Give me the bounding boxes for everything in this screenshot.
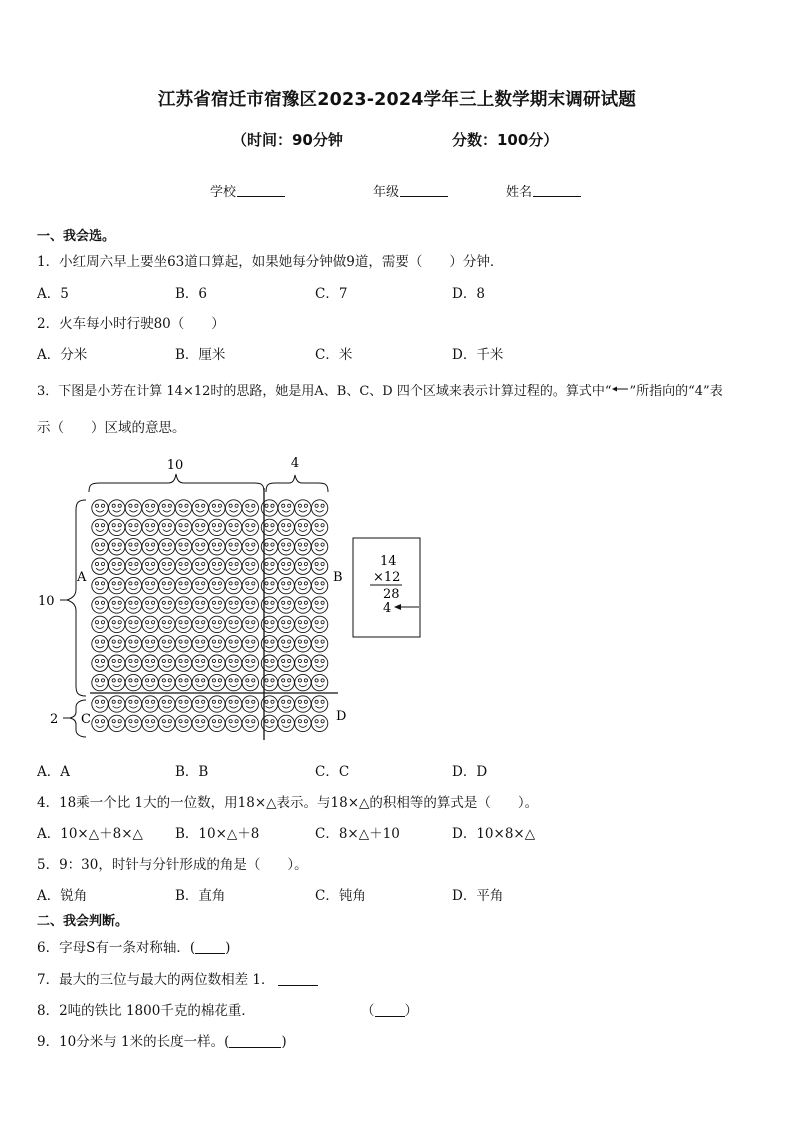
q2-option-d: D．千米: [452, 347, 504, 363]
question-1: 1．小红周六早上要坐63道口算起，如果她每分钟做9道，需要（ ）分钟．: [37, 254, 504, 270]
smiley-face-icon: [242, 636, 258, 652]
smiley-face-icon: [225, 655, 241, 671]
smiley-face-icon: [192, 500, 208, 516]
smiley-face-icon: [242, 696, 258, 712]
smiley-face-icon: [225, 577, 241, 593]
section-heading-choice: 一、我会选。: [37, 229, 116, 244]
smiley-face-icon: [142, 597, 158, 613]
question-6: 6．字母S有一条对称轴．( ): [37, 940, 231, 956]
name-field: 姓名: [506, 181, 581, 200]
smiley-face-icon: [242, 577, 258, 593]
question-2: 2．火车每小时行驶80（ ）: [37, 316, 225, 332]
smiley-face-icon: [159, 715, 175, 731]
smiley-face-icon: [125, 500, 141, 516]
smiley-face-icon: [175, 539, 191, 555]
region-label-a: A: [77, 570, 87, 585]
q4-option-d: D．10×8×△: [452, 826, 536, 842]
smiley-face-icon: [175, 655, 191, 671]
smiley-face-icon: [125, 616, 141, 632]
smiley-face-icon: [311, 577, 327, 593]
brace-left-top: [67, 500, 86, 696]
smiley-face-icon: [242, 674, 258, 690]
q3-option-c: C．C: [315, 764, 350, 780]
smiley-face-icon: [175, 558, 191, 574]
smiley-face-icon: [109, 500, 125, 516]
smiley-face-icon: [175, 500, 191, 516]
smiley-face-icon: [125, 655, 141, 671]
smiley-face-icon: [278, 655, 294, 671]
smiley-face-icon: [192, 715, 208, 731]
smiley-face-icon: [295, 519, 311, 535]
answer-blank-8[interactable]: [375, 1003, 405, 1017]
smiley-face-icon: [175, 636, 191, 652]
smiley-face-icon: [242, 597, 258, 613]
section-heading-judge: 二、我会判断。: [37, 914, 129, 929]
smiley-face-icon: [311, 715, 327, 731]
smiley-face-icon: [142, 655, 158, 671]
q1-option-c: C．7: [315, 286, 348, 302]
smiley-face-icon: [142, 500, 158, 516]
smiley-face-icon: [209, 655, 225, 671]
smiley-face-icon: [242, 616, 258, 632]
smiley-face-icon: [225, 597, 241, 613]
time-label: （时间：90分钟: [232, 131, 343, 149]
smiley-face-icon: [92, 500, 108, 516]
smiley-face-icon: [225, 696, 241, 712]
score-label: 分数：100分）: [452, 131, 559, 149]
question-8: 8．2吨的铁比 1800千克的棉花重．: [37, 1003, 255, 1019]
smiley-face-icon: [209, 577, 225, 593]
smiley-face-icon: [242, 715, 258, 731]
calc-line-3: 28: [383, 587, 400, 602]
smiley-face-icon: [295, 500, 311, 516]
smiley-face-icon: [192, 636, 208, 652]
answer-blank-9[interactable]: [229, 1034, 281, 1048]
smiley-face-icon: [209, 715, 225, 731]
smiley-face-icon: [92, 519, 108, 535]
question-9: 9．10分米与 1米的长度一样。( ): [37, 1034, 287, 1050]
smiley-face-icon: [225, 616, 241, 632]
smiley-face-icon: [92, 696, 108, 712]
smiley-face-icon: [225, 519, 241, 535]
smiley-face-icon: [109, 616, 125, 632]
smiley-face-icon: [125, 558, 141, 574]
smiley-face-icon: [159, 500, 175, 516]
smiley-face-icon: [92, 577, 108, 593]
smiley-face-icon: [278, 577, 294, 593]
smiley-face-icon: [109, 558, 125, 574]
smiley-face-icon: [242, 558, 258, 574]
smiley-face-icon: [295, 636, 311, 652]
smiley-face-icon: [209, 616, 225, 632]
brace-top-right: [266, 475, 328, 492]
smiley-face-icon: [225, 674, 241, 690]
smiley-face-icon: [159, 539, 175, 555]
smiley-face-icon: [125, 539, 141, 555]
smiley-face-icon: [159, 577, 175, 593]
smiley-face-icon: [192, 577, 208, 593]
smiley-face-icon: [278, 558, 294, 574]
smiley-face-icon: [192, 655, 208, 671]
smiley-face-icon: [311, 558, 327, 574]
smiley-face-icon: [278, 636, 294, 652]
smiley-face-icon: [225, 715, 241, 731]
smiley-face-icon: [125, 597, 141, 613]
smiley-face-icon: [109, 577, 125, 593]
smiley-face-icon: [225, 636, 241, 652]
smiley-face-icon: [209, 696, 225, 712]
calc-line-4: 4: [383, 601, 392, 616]
answer-paren-8[interactable]: （ ）: [361, 1003, 418, 1019]
smiley-face-icon: [242, 500, 258, 516]
smiley-face-icon: [295, 696, 311, 712]
smiley-face-icon: [209, 558, 225, 574]
smiley-face-icon: [311, 636, 327, 652]
smiley-face-icon: [192, 519, 208, 535]
smiley-face-icon: [225, 558, 241, 574]
smiley-face-icon: [175, 674, 191, 690]
question-5: 5．9：30，时针与分针形成的角是（ ）。: [37, 857, 308, 873]
smiley-face-icon: [125, 636, 141, 652]
smiley-face-icon: [192, 597, 208, 613]
smiley-face-icon: [295, 558, 311, 574]
brace-top-left: [89, 474, 264, 492]
smiley-face-icon: [192, 539, 208, 555]
smiley-face-icon: [278, 500, 294, 516]
smiley-face-icon: [92, 674, 108, 690]
school-field: 学校: [210, 181, 285, 200]
smiley-face-icon: [142, 519, 158, 535]
smiley-face-icon: [142, 577, 158, 593]
smiley-face-icon: [92, 655, 108, 671]
q2-option-b: B．厘米: [175, 347, 226, 363]
smiley-face-icon: [92, 558, 108, 574]
smiley-face-icon: [295, 616, 311, 632]
calc-arrow-head: [394, 604, 401, 610]
smiley-face-icon: [311, 539, 327, 555]
smiley-face-icon: [125, 577, 141, 593]
multiplication-area-figure: [30, 450, 440, 745]
smiley-face-icon: [209, 636, 225, 652]
calc-line-1: 14: [380, 554, 397, 569]
smiley-face-icon: [92, 636, 108, 652]
smiley-face-icon: [311, 519, 327, 535]
smiley-face-icon: [192, 558, 208, 574]
smiley-face-icon: [109, 519, 125, 535]
smiley-face-icon: [278, 539, 294, 555]
smiley-face-icon: [192, 674, 208, 690]
question-4: 4．18乘一个比 1大的一位数，用18×△表示。与18×△的积相等的算式是（ ）。: [37, 795, 539, 811]
smiley-face-icon: [92, 715, 108, 731]
label-left-10: 10: [38, 594, 55, 609]
page-title: 江苏省宿迁市宿豫区2023-2024学年三上数学期末调研试题: [157, 90, 637, 110]
smiley-face-icon: [109, 539, 125, 555]
smiley-face-icon: [175, 715, 191, 731]
smiley-face-icon: [278, 616, 294, 632]
smiley-face-icon: [159, 519, 175, 535]
q3-option-b: B．B: [175, 764, 209, 780]
smiley-face-icon: [125, 715, 141, 731]
smiley-face-icon: [311, 696, 327, 712]
q4-option-c: C．8×△＋10: [315, 826, 400, 842]
smiley-face-icon: [109, 597, 125, 613]
smiley-face-icon: [311, 597, 327, 613]
smiley-face-icon: [109, 715, 125, 731]
smiley-face-icon: [295, 674, 311, 690]
smiley-face-icon: [192, 696, 208, 712]
smiley-face-icon: [278, 715, 294, 731]
smiley-face-icon: [159, 597, 175, 613]
q5-option-c: C．钝角: [315, 888, 366, 904]
q5-option-a: A．锐角: [37, 888, 88, 904]
label-top-4: 4: [290, 456, 300, 471]
region-label-b: B: [333, 570, 343, 585]
smiley-face-icon: [175, 696, 191, 712]
label-top-10: 10: [166, 458, 184, 473]
smiley-face-icon: [278, 696, 294, 712]
arrow-icon: [611, 385, 629, 393]
smiley-face-icon: [242, 539, 258, 555]
q5-option-b: B．直角: [175, 888, 226, 904]
smiley-face-icon: [278, 597, 294, 613]
smiley-face-icon: [311, 616, 327, 632]
q3-option-a: A．A: [37, 764, 70, 780]
smiley-face-icon: [209, 500, 225, 516]
smiley-face-icon: [242, 519, 258, 535]
smiley-face-icon: [142, 558, 158, 574]
q5-option-d: D．平角: [452, 888, 504, 904]
answer-blank-6[interactable]: [195, 940, 225, 954]
smiley-face-icon: [295, 597, 311, 613]
smiley-face-icon: [109, 655, 125, 671]
smiley-face-icon: [142, 636, 158, 652]
smiley-face-icon: [175, 616, 191, 632]
smiley-face-icon: [92, 616, 108, 632]
smiley-face-icon: [159, 696, 175, 712]
smiley-face-icon: [159, 674, 175, 690]
smiley-face-icon: [278, 674, 294, 690]
smiley-face-icon: [109, 674, 125, 690]
smiley-face-icon: [142, 674, 158, 690]
smiley-face-icon: [175, 577, 191, 593]
smiley-face-icon: [175, 597, 191, 613]
smiley-face-icon: [311, 674, 327, 690]
smiley-face-icon: [142, 715, 158, 731]
smiley-face-icon: [225, 539, 241, 555]
region-label-d: D: [336, 709, 347, 724]
smiley-face-icon: [142, 696, 158, 712]
smiley-face-icon: [142, 539, 158, 555]
smiley-face-icon: [92, 597, 108, 613]
smiley-face-icon: [295, 577, 311, 593]
smiley-face-icon: [209, 597, 225, 613]
question-7: 7．最大的三位与最大的两位数相差 1．: [37, 968, 318, 988]
question-3-line2: 示（ ）区域的意思。: [37, 420, 186, 436]
smiley-face-icon: [295, 539, 311, 555]
smiley-face-icon: [125, 696, 141, 712]
q4-option-a: A．10×△＋8×△: [37, 826, 143, 842]
smiley-face-icon: [209, 674, 225, 690]
label-left-2: 2: [50, 712, 59, 727]
smiley-face-icon: [311, 500, 327, 516]
q4-option-b: B．10×△＋8: [175, 826, 260, 842]
smiley-face-icon: [109, 696, 125, 712]
smiley-face-icon: [311, 655, 327, 671]
smiley-face-icon: [125, 519, 141, 535]
smiley-face-icon: [109, 636, 125, 652]
smiley-face-icon: [159, 558, 175, 574]
smiley-face-icon: [192, 616, 208, 632]
q1-option-b: B．6: [175, 286, 208, 302]
region-label-c: C: [81, 712, 91, 727]
smiley-face-icon: [92, 539, 108, 555]
smiley-face-icon: [278, 519, 294, 535]
smiley-face-icon: [142, 616, 158, 632]
q1-option-d: D．8: [452, 286, 485, 302]
q2-option-a: A．分米: [37, 347, 88, 363]
smiley-face-icon: [159, 616, 175, 632]
calc-line-2: ×12: [373, 570, 401, 585]
answer-blank-7[interactable]: [278, 972, 318, 986]
grade-field: 年级: [373, 181, 448, 200]
smiley-face-icon: [125, 674, 141, 690]
smiley-face-icon: [159, 655, 175, 671]
smiley-face-icon: [242, 655, 258, 671]
smiley-face-icon: [225, 500, 241, 516]
smiley-face-icon: [175, 519, 191, 535]
smiley-face-icon: [159, 636, 175, 652]
question-3-line1: 3．下图是小芳在计算 14×12时的思路，她是用A、B、C、D 四个区域来表示计算过程的。算式中“ ”所指向的“4”表: [37, 384, 723, 399]
smiley-face-icon: [209, 539, 225, 555]
smiley-face-icon: [295, 655, 311, 671]
q3-option-d: D．D: [452, 764, 488, 780]
smiley-face-icon: [295, 715, 311, 731]
q1-option-a: A．5: [37, 286, 69, 302]
q2-option-c: C．米: [315, 347, 353, 363]
smiley-face-icon: [209, 519, 225, 535]
